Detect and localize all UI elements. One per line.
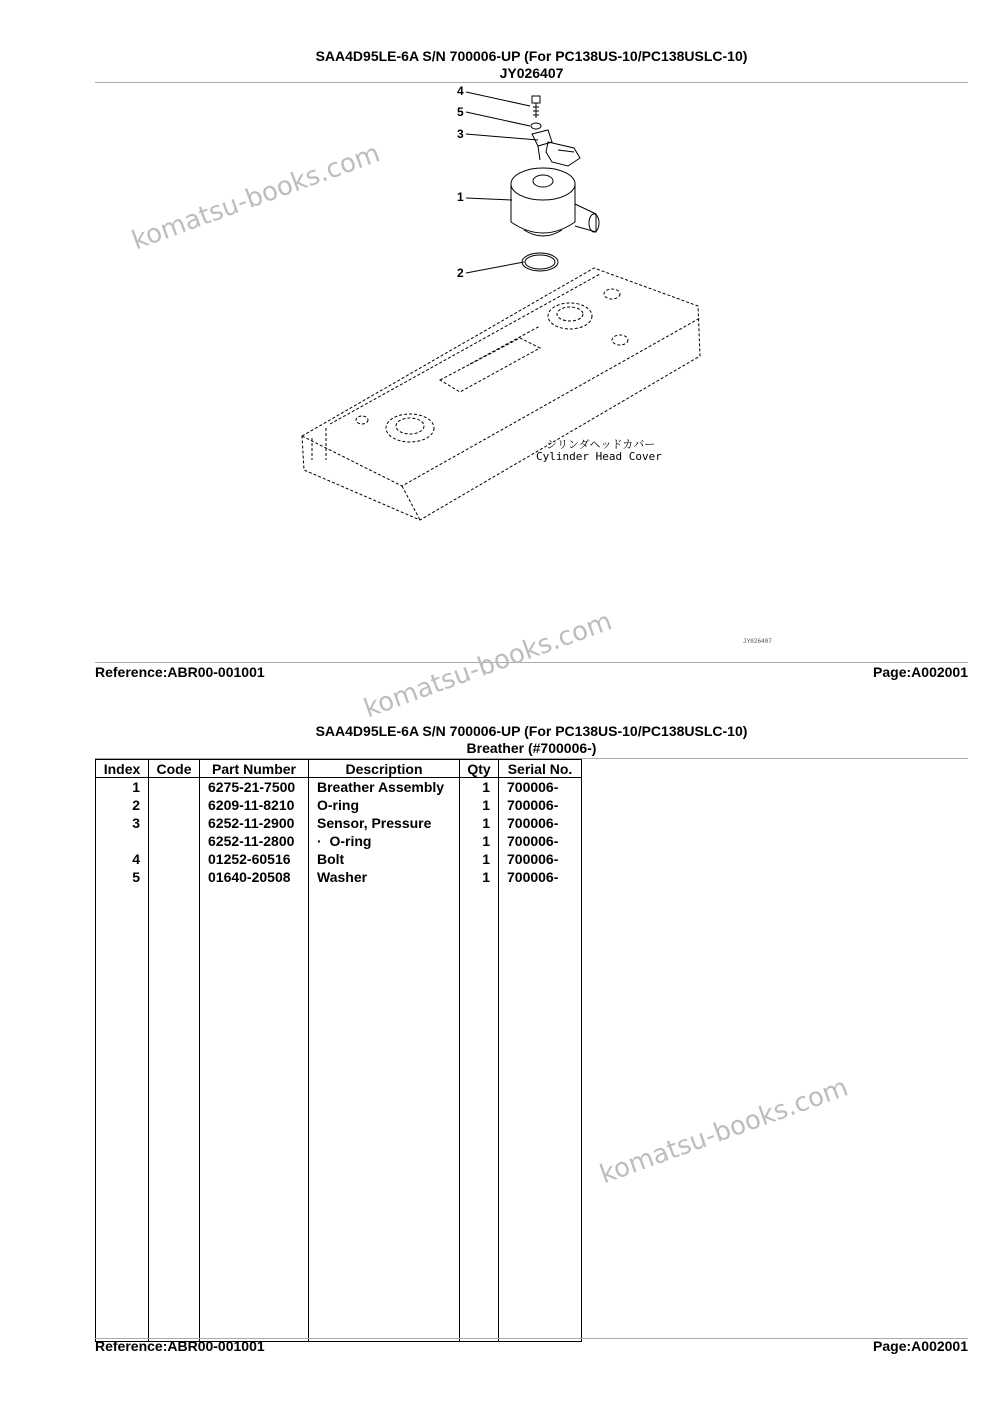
table-row (96, 850, 582, 868)
pressure-sensor-part (532, 130, 580, 166)
leader-line-1 (466, 198, 512, 200)
cell-serial-no: 700006- (499, 850, 582, 868)
cell-part-number: 01252-60516 (200, 850, 309, 868)
leader-line-4 (466, 92, 530, 106)
callout-3: 3 (457, 127, 464, 141)
breather-assembly-part (511, 168, 599, 236)
parts-list-table (95, 759, 582, 1342)
header-qty: Qty (460, 760, 499, 778)
leader-line-5 (466, 112, 530, 126)
watermark-text: komatsu-books.com (360, 606, 617, 725)
cell-part-number: 6252-11-2900 (200, 814, 309, 832)
list-reference-label: Reference:ABR00-001001 (95, 1338, 265, 1354)
cell-index: 5 (96, 868, 149, 886)
cell-description: Breather Assembly (309, 778, 460, 797)
list-page-subtitle: Breather (#700006-) (466, 740, 597, 756)
cell-index: 3 (96, 814, 149, 832)
header-code: Code (149, 760, 200, 778)
cell-qty: 1 (460, 850, 499, 868)
cell-part-number: 6252-11-2800 (200, 832, 309, 850)
cell-description: Washer (309, 868, 460, 886)
cell-index: 2 (96, 796, 149, 814)
cell-serial-no: 700006- (499, 868, 582, 886)
leader-line-3 (466, 134, 538, 140)
cell-index: 1 (96, 778, 149, 797)
drawing-code-small: JY026407 (743, 638, 772, 645)
cover-label-en: Cylinder Head Cover (536, 450, 662, 463)
cell-index: 4 (96, 850, 149, 868)
table-row (96, 778, 582, 797)
page-number: Page:A002001 (873, 664, 968, 680)
cell-qty: 1 (460, 778, 499, 797)
cell-serial-no: 700006- (499, 832, 582, 850)
list-page-title: SAA4D95LE-6A S/N 700006-UP (For PC138US-10/PC138USLC-10) (315, 723, 748, 739)
cell-qty: 1 (460, 868, 499, 886)
reference-label: Reference:ABR00-001001 (95, 664, 265, 680)
cylinder-head-cover (302, 268, 700, 520)
table-row (96, 832, 582, 850)
callout-5: 5 (457, 105, 464, 119)
header-description: Description (309, 760, 460, 778)
cell-index (96, 832, 149, 850)
cell-serial-no: 700006- (499, 796, 582, 814)
cell-code (149, 814, 200, 832)
header-serial-no: Serial No. (499, 760, 582, 778)
drawing-number: JY026407 (499, 65, 564, 81)
watermark-text: komatsu-books.com (128, 138, 385, 257)
cell-qty: 1 (460, 814, 499, 832)
cell-code (149, 850, 200, 868)
table-row (96, 868, 582, 886)
cell-code (149, 778, 200, 797)
cell-code (149, 868, 200, 886)
header-part-number: Part Number (200, 760, 309, 778)
cell-description: O-ring (309, 796, 460, 814)
page-title: SAA4D95LE-6A S/N 700006-UP (For PC138US-10/PC138USLC-10) (315, 48, 748, 64)
cell-part-number: 01640-20508 (200, 868, 309, 886)
cell-serial-no: 700006- (499, 814, 582, 832)
table-row (96, 796, 582, 814)
washer-part (531, 123, 541, 129)
bolt-part (532, 96, 540, 118)
cell-description: Bolt (309, 850, 460, 868)
cell-qty: 1 (460, 796, 499, 814)
cell-description: · O-ring (309, 832, 460, 850)
cell-code (149, 832, 200, 850)
table-row (96, 814, 582, 832)
cell-part-number: 6275-21-7500 (200, 778, 309, 797)
callout-1: 1 (457, 190, 464, 204)
cell-code (149, 796, 200, 814)
cell-description: Sensor, Pressure (309, 814, 460, 832)
o-ring-part (522, 253, 558, 271)
leader-line-2 (466, 262, 524, 273)
list-page-number: Page:A002001 (873, 1338, 968, 1354)
callout-4: 4 (457, 84, 464, 98)
watermark-text: komatsu-books.com (596, 1072, 853, 1191)
table-header-row (96, 760, 582, 778)
header-index: Index (96, 760, 149, 778)
cell-part-number: 6209-11-8210 (200, 796, 309, 814)
parts-diagram (0, 0, 992, 660)
cover-label-jp: シリンダヘッドカバー (546, 438, 656, 451)
cell-serial-no: 700006- (499, 778, 582, 797)
table-filler-row (96, 886, 582, 1342)
callout-2: 2 (457, 266, 464, 280)
cell-qty: 1 (460, 832, 499, 850)
